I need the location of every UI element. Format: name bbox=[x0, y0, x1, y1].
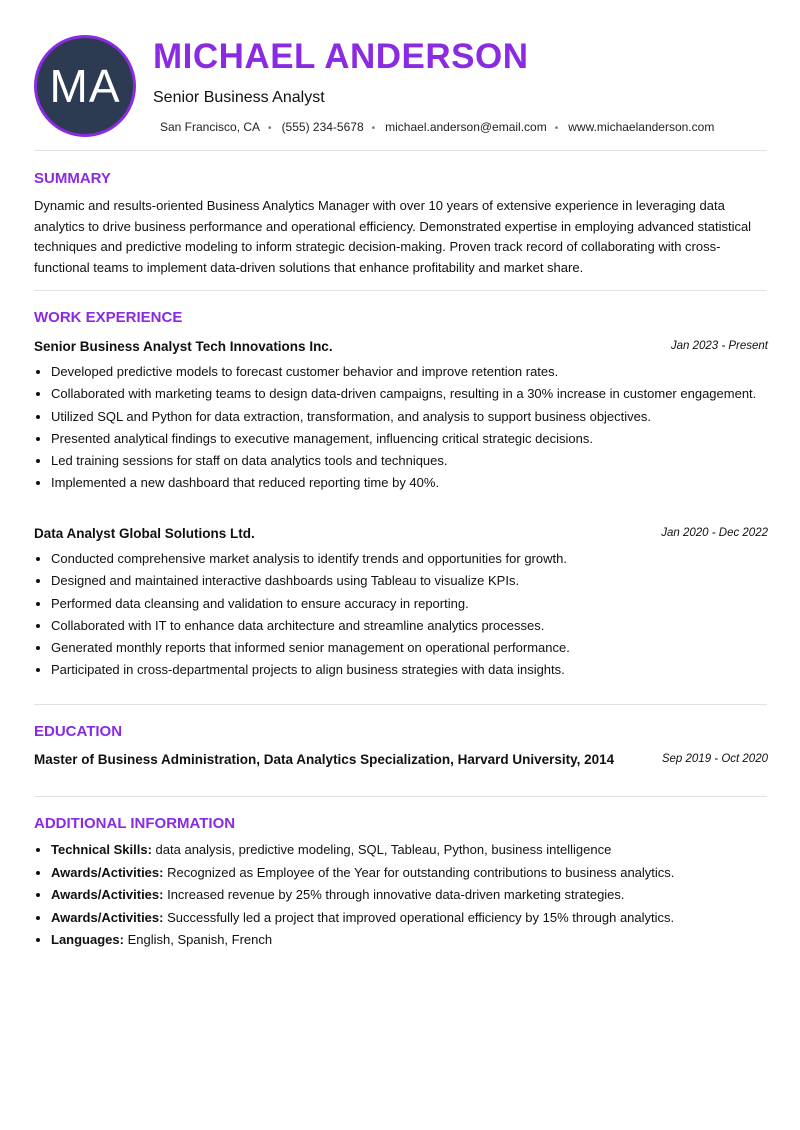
contact-location: San Francisco, CA bbox=[160, 120, 261, 134]
summary-text: Dynamic and results-oriented Business Analytics Manager with over 10 years of extensive experience in leveraging data analytics to drive business performance and operational efficiency. Demonstrated expertise in employing advanced statistical techniques and predictive modeling to inform strategic decision-making. Proven track record of collaborating with cross-functional teams to implement data-driven solutions that enhance profitability and market share. bbox=[34, 198, 752, 275]
list-item bbox=[51, 841, 781, 859]
candidate-headline: Senior Business Analyst bbox=[153, 89, 325, 106]
info-text: Recognized as Employee of the Year for outstanding contributions to business analytics. bbox=[167, 864, 675, 880]
education-degree: Master of Business Administration, Data Analytics Specialization, Harvard University, 2014 bbox=[34, 752, 615, 767]
job-dates: Jan 2020 - Dec 2022 bbox=[661, 527, 768, 539]
list-item: • Implemented a new dashboard that reduced reporting time by 40%. bbox=[51, 474, 771, 492]
list-item bbox=[51, 909, 781, 927]
divider bbox=[34, 290, 767, 291]
list-item: • Designed and maintained interactive dashboards using Tableau to visualize KPIs. bbox=[51, 572, 771, 590]
divider bbox=[34, 150, 767, 151]
contact-website[interactable]: www.michaelanderson.com bbox=[568, 120, 715, 134]
list-item: • Developed predictive models to forecast customer behavior and improve retention rates. bbox=[51, 363, 771, 381]
additional-info-list bbox=[34, 841, 781, 954]
job-bullet-list bbox=[34, 550, 771, 684]
contact-email[interactable]: michael.anderson@email.com bbox=[385, 120, 547, 134]
separator-dot: • bbox=[554, 123, 559, 134]
education-heading: EDUCATION bbox=[34, 723, 123, 740]
info-text: data analysis, predictive modeling, SQL, Tableau, Python, business intelligence bbox=[155, 842, 612, 857]
education-dates: Sep 2019 - Oct 2020 bbox=[661, 753, 768, 765]
separator-dot: • bbox=[371, 123, 376, 134]
list-item bbox=[51, 864, 781, 882]
info-label: Awards/Activities: bbox=[51, 887, 164, 902]
avatar-initials: MA bbox=[49, 60, 121, 112]
list-item: • Led training sessions for staff on data analytics tools and techniques. bbox=[51, 452, 771, 470]
info-label: Technical Skills: bbox=[51, 842, 152, 857]
list-item: • Generated monthly reports that informed senior management on operational performance. bbox=[51, 639, 771, 657]
education-entry bbox=[34, 751, 768, 769]
info-text: Successfully led a project that improved operational efficiency by 15% through analytics. bbox=[167, 909, 675, 925]
list-item: • Presented analytical findings to executive management, influencing critical strategic decisions. bbox=[51, 430, 771, 448]
job-header bbox=[34, 338, 768, 356]
info-label: Awards/Activities: bbox=[51, 864, 164, 880]
list-item: • Utilized SQL and Python for data extraction, transformation, and analysis to support business objectives. bbox=[51, 408, 771, 426]
experience-heading: WORK EXPERIENCE bbox=[34, 309, 183, 326]
list-item: • Participated in cross-departmental projects to align business strategies with data insights. bbox=[51, 661, 771, 679]
list-item bbox=[51, 886, 781, 904]
list-item: • Collaborated with marketing teams to design data-driven campaigns, resulting in a 30% increase in customer engagement. bbox=[51, 385, 771, 403]
list-item: • Conducted comprehensive market analysis to identify trends and opportunities for growth. bbox=[51, 550, 771, 568]
contact-bar bbox=[160, 120, 714, 134]
list-item bbox=[51, 931, 781, 949]
list-item: • Collaborated with IT to enhance data architecture and streamline analytics processes. bbox=[51, 617, 771, 635]
info-text: English, Spanish, French bbox=[127, 932, 273, 947]
job-dates: Jan 2023 - Present bbox=[670, 340, 768, 352]
info-label: Languages: bbox=[51, 932, 124, 947]
contact-phone: (555) 234-5678 bbox=[281, 120, 364, 134]
candidate-name: MICHAEL ANDERSON bbox=[153, 37, 529, 76]
job-title: Senior Business Analyst Tech Innovations Inc. bbox=[34, 339, 333, 354]
list-item: • Performed data cleansing and validation to ensure accuracy in reporting. bbox=[51, 595, 771, 613]
additional-info-heading: ADDITIONAL INFORMATION bbox=[34, 815, 236, 832]
info-label: Awards/Activities: bbox=[51, 909, 164, 925]
job-title: Data Analyst Global Solutions Ltd. bbox=[34, 526, 255, 541]
avatar bbox=[34, 35, 136, 137]
divider bbox=[34, 796, 767, 797]
info-text: Increased revenue by 25% through innovative data-driven marketing strategies. bbox=[167, 887, 625, 902]
job-bullet-list bbox=[34, 363, 771, 497]
divider bbox=[34, 704, 767, 705]
job-header bbox=[34, 525, 768, 543]
separator-dot: • bbox=[268, 123, 272, 134]
summary-heading: SUMMARY bbox=[34, 170, 111, 187]
